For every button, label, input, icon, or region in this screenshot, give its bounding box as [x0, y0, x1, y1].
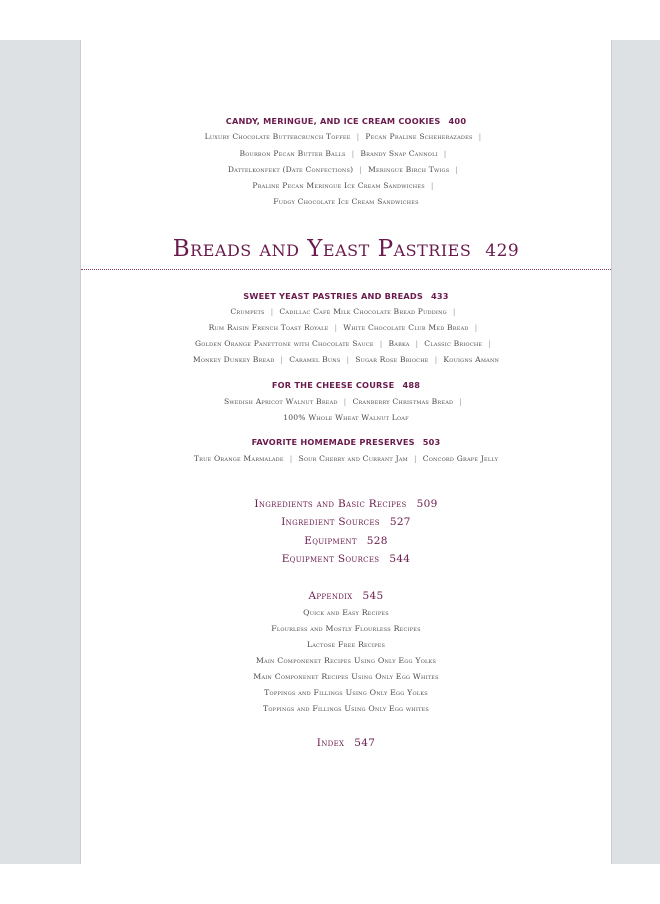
recipe-entry: Caramel Buns	[289, 355, 341, 364]
recipe-entry: Cadillac Café Milk Chocolate Bread Pudding	[279, 307, 447, 316]
section-page-number: 488	[402, 380, 421, 390]
back-matter-entry	[81, 516, 611, 528]
section-page-number: 433	[431, 291, 449, 301]
appendix-item	[81, 688, 611, 697]
toc-entry-line: Rum Raisin French Toast Royale | White Chocolate Club Med Bread |	[208, 323, 478, 332]
chapter-page-number: 429	[485, 241, 520, 261]
toc-entry-line: Dattelkonfekt (Date Confections) | Meringue Birch Twigs |	[227, 165, 459, 174]
recipe-entry: Rum Raisin French Toast Royale	[208, 323, 329, 332]
recipe-entry: Brandy Snap Cannoli	[360, 149, 438, 158]
recipe-entry: Kouigns Amann	[443, 355, 500, 364]
back-matter-entry	[81, 535, 611, 547]
back-matter-title: Ingredients and Basic Recipes	[254, 498, 407, 510]
appendix-item	[81, 656, 611, 665]
toc-entry-line	[81, 413, 611, 422]
recipe-entry: Swedish Apricot Walnut Bread	[223, 397, 338, 406]
back-matter-entry	[81, 498, 611, 510]
section-title: FAVORITE HOMEMADE PRESERVES	[251, 437, 415, 447]
section-title: SWEET YEAST PASTRIES AND BREADS	[243, 291, 423, 301]
toc-entry-line: Bourbon Pecan Butter Balls | Brandy Snap Cannoli |	[239, 149, 447, 158]
appendix-item	[81, 704, 611, 713]
section-heading-preserves	[81, 437, 611, 447]
recipe-entry: Sour Cherry and Currant Jam	[298, 454, 408, 463]
appendix-title: Appendix	[308, 590, 353, 602]
toc-entry-line: Praline Pecan Meringue Ice Cream Sandwiches |	[252, 181, 434, 190]
toc-entry-line: Swedish Apricot Walnut Bread | Cranberry Christmas Bread |	[223, 397, 463, 406]
recipe-entry: Sugar Rose Brioche	[355, 355, 429, 364]
recipe-entry: Fudgy Chocolate Ice Cream Sandwiches	[273, 197, 419, 206]
back-matter-title: Equipment	[304, 535, 357, 547]
back-matter-page: 528	[366, 535, 388, 547]
dotted-divider	[81, 269, 611, 270]
recipe-entry: Golden Orange Panettone with Chocolate Sauce	[194, 339, 374, 348]
recipe-entry: White Chocolate Club Med Bread	[343, 323, 469, 332]
recipe-entry: Babka	[388, 339, 410, 348]
appendix-item	[81, 624, 611, 633]
index-title: Index	[316, 737, 345, 749]
toc-entry-line	[81, 197, 611, 206]
appendix-item	[81, 672, 611, 681]
right-gutter	[610, 40, 660, 864]
back-matter-page: 544	[389, 553, 411, 565]
back-matter-page: 527	[389, 516, 411, 528]
chapter-heading	[81, 236, 611, 262]
recipe-entry: Luxury Chocolate Buttercrunch Toffee	[204, 132, 351, 141]
recipe-entry: Bourbon Pecan Butter Balls	[239, 149, 346, 158]
left-gutter	[0, 40, 80, 864]
toc-entry-line: Crumpets | Cadillac Café Milk Chocolate Bread Pudding |	[230, 307, 456, 316]
back-matter-entry	[81, 553, 611, 565]
appendix-item	[81, 640, 611, 649]
appendix-item-label: Toppings and Fillings Using Only Egg Yolks	[264, 688, 428, 697]
appendix-item-label: Quick and Easy Recipes	[303, 608, 389, 617]
appendix-item-label: Toppings and Fillings Using Only Egg whites	[262, 704, 430, 713]
recipe-entry: True Orange Marmalade	[193, 454, 284, 463]
recipe-entry: Classic Brioche	[424, 339, 483, 348]
toc-entry-line: Luxury Chocolate Buttercrunch Toffee | Pecan Praline Scheherazades |	[204, 132, 482, 141]
section-heading-candy	[81, 116, 611, 126]
appendix-item	[81, 608, 611, 617]
appendix-item-label: Lactose Free Recipes	[306, 640, 386, 649]
recipe-entry: Meringue Birch Twigs	[368, 165, 450, 174]
appendix-page: 545	[362, 590, 384, 602]
index-page: 547	[354, 737, 376, 749]
recipe-entry: Pecan Praline Scheherazades	[365, 132, 473, 141]
back-matter-page: 509	[416, 498, 438, 510]
toc-entry-line: Golden Orange Panettone with Chocolate Sauce | Babka | Classic Brioche |	[194, 339, 492, 348]
index-entry	[81, 737, 611, 749]
toc-entry-line: Monkey Dunkey Bread | Caramel Buns | Sugar Rose Brioche | Kouigns Amann	[192, 355, 500, 364]
toc-page	[80, 40, 612, 864]
recipe-entry: 100% Whole Wheat Walnut Loaf	[283, 413, 409, 422]
section-page-number: 503	[422, 437, 441, 447]
back-matter-title: Ingredient Sources	[281, 516, 380, 528]
recipe-entry: Dattelkonfekt (Date Confections)	[227, 165, 354, 174]
appendix-item-label: Flourless and Mostly Flourless Recipes	[271, 624, 421, 633]
chapter-title: Breads and Yeast Pastries	[172, 236, 472, 262]
recipe-entry: Monkey Dunkey Bread	[192, 355, 275, 364]
appendix-item-label: Main Componenet Recipes Using Only Egg Yolks	[255, 656, 437, 665]
section-title: CANDY, MERINGUE, AND ICE CREAM COOKIES	[225, 116, 441, 126]
section-title: FOR THE CHEESE COURSE	[271, 380, 395, 390]
appendix-heading	[81, 590, 611, 602]
recipe-entry: Concord Grape Jelly	[422, 454, 499, 463]
toc-entry-line: True Orange Marmalade | Sour Cherry and Currant Jam | Concord Grape Jelly	[193, 454, 499, 463]
back-matter-title: Equipment Sources	[281, 553, 380, 565]
section-heading-cheese	[81, 380, 611, 390]
recipe-entry: Praline Pecan Meringue Ice Cream Sandwiches	[252, 181, 425, 190]
section-page-number: 400	[448, 116, 467, 126]
section-heading-sweet-yeast	[81, 291, 611, 301]
recipe-entry: Cranberry Christmas Bread	[352, 397, 454, 406]
appendix-item-label: Main Componenet Recipes Using Only Egg Whites	[253, 672, 439, 681]
recipe-entry: Crumpets	[230, 307, 265, 316]
